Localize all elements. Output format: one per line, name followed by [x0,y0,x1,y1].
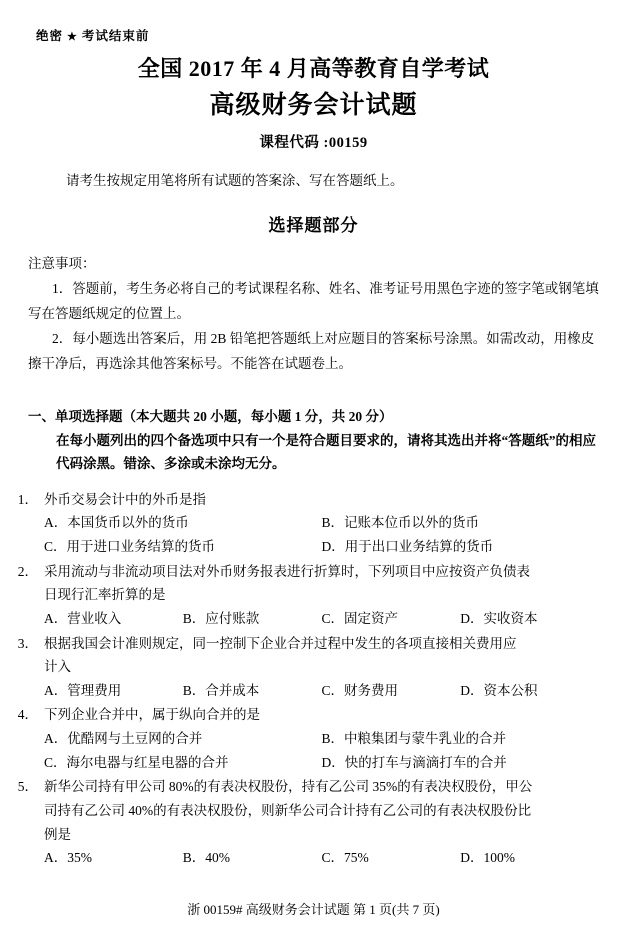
question-text-cont: 例是 [44,826,71,842]
question-item [14,632,599,703]
option-c[interactable]: C．75% [321,850,369,866]
question-text-cont: 司持有乙公司 40%的有表决权股份，则新华公司合计持有乙公司的有表决权股份比 [44,802,532,818]
question-stem [14,703,599,727]
title-block [0,0,627,152]
answer-notice: 请考生按规定用笔将所有试题的答案涂、写在答题纸上。 [66,172,404,188]
option-a[interactable]: A．管理费用 [44,682,122,698]
option-c[interactable]: C．财务费用 [321,682,399,698]
option-list [14,607,599,631]
question-group-desc: 在每小题列出的四个备选项中只有一个是符合题目要求的，请将其选出并将“答题纸”的相应代码涂黑。错涂、多涂或未涂均无分。 [56,432,596,472]
option-d[interactable]: D．资本公积 [460,682,538,698]
exam-title-main: 全国 2017 年 4 月高等教育自学考试 [137,56,490,81]
question-text: 下列企业合并中，属于纵向合并的是 [44,707,260,723]
secret-label: 绝密 [36,29,64,43]
question-list [0,488,627,870]
question-text: 外币交易会计中的外币是指 [44,491,206,507]
option-row [44,511,599,535]
option-row [44,751,599,775]
star-icon: ★ [67,31,78,43]
option-d[interactable]: D．100% [460,850,515,866]
question-text: 新华公司持有甲公司 80%的有表决权股份，持有乙公司 35%的有表决权股份，甲公 [44,779,533,795]
option-row [44,679,599,703]
option-c[interactable]: C．固定资产 [321,610,399,626]
secret-note: 考试结束前 [81,29,150,43]
attention-heading: 注意事项： [28,256,96,272]
option-row [44,727,599,751]
option-d[interactable]: D．实收资本 [460,610,538,626]
exam-title-sub: 高级财务会计试题 [209,92,418,119]
question-text-cont: 日现行汇率折算的是 [44,587,166,603]
attention-item-1: 1．答题前，考生务必将自己的考试课程名称、姓名、准考证号用黑色字迹的签字笔或钢笔填写在答题纸规定的位置上。 [28,281,599,322]
question-number: 3． [17,635,38,651]
option-a[interactable]: A．本国货币以外的货币 [44,515,189,531]
question-item [14,775,599,870]
option-c[interactable]: C．用于进口业务结算的货币 [44,539,216,555]
question-text: 采用流动与非流动项目法对外币财务报表进行折算时，下列项目中应按资产负债表 [44,563,530,579]
option-row [44,535,599,559]
section-title: 选择题部分 [268,216,359,236]
question-number: 5． [17,779,38,795]
option-row [44,607,599,631]
question-number: 4． [17,707,38,723]
attention-block [0,252,627,377]
question-stem [14,560,599,584]
option-b[interactable]: B．应付账款 [182,610,260,626]
course-code: 课程代码 :00159 [259,134,368,151]
option-b[interactable]: B．40% [182,850,230,866]
option-list [14,679,599,703]
option-list [14,511,599,558]
option-row [44,846,599,870]
option-list [14,846,599,870]
option-d[interactable]: D．用于出口业务结算的货币 [321,539,494,555]
option-c[interactable]: C．海尔电器与红星电器的合并 [44,754,229,770]
option-d[interactable]: D．快的打车与滴滴打车的合并 [321,754,507,770]
secret-header [36,26,149,44]
option-list [14,727,599,774]
option-b[interactable]: B．记账本位币以外的货币 [321,515,480,531]
question-text: 根据我国会计准则规定，同一控制下企业合并过程中发生的各项直接相关费用应 [44,635,517,651]
question-stem [14,632,599,656]
question-item [14,560,599,631]
question-item [14,703,599,774]
option-b[interactable]: B．合并成本 [182,682,260,698]
question-group-title: 一、单项选择题（本大题共 20 小题，每小题 1 分，共 20 分） [28,408,393,424]
attention-item-2: 2．每小题选出答案后，用 2B 铅笔把答题纸上对应题目的答案标号涂黑。如需改动，用橡皮擦干净后，再选涂其他答案标号。不能答在试题卷上。 [28,331,595,371]
page-footer: 浙 00159# 高级财务会计试题 第 1 页(共 7 页) [187,902,440,917]
question-stem [14,488,599,512]
option-a[interactable]: A．优酷网与土豆网的合并 [44,731,203,747]
option-a[interactable]: A．35% [44,850,92,866]
option-a[interactable]: A．营业收入 [44,610,122,626]
question-stem [14,775,599,799]
question-number: 2． [17,563,38,579]
option-b[interactable]: B．中粮集团与蒙牛乳业的合并 [321,731,507,747]
question-item [14,488,599,559]
question-text-cont: 计入 [44,659,71,675]
question-number: 1． [17,491,38,507]
